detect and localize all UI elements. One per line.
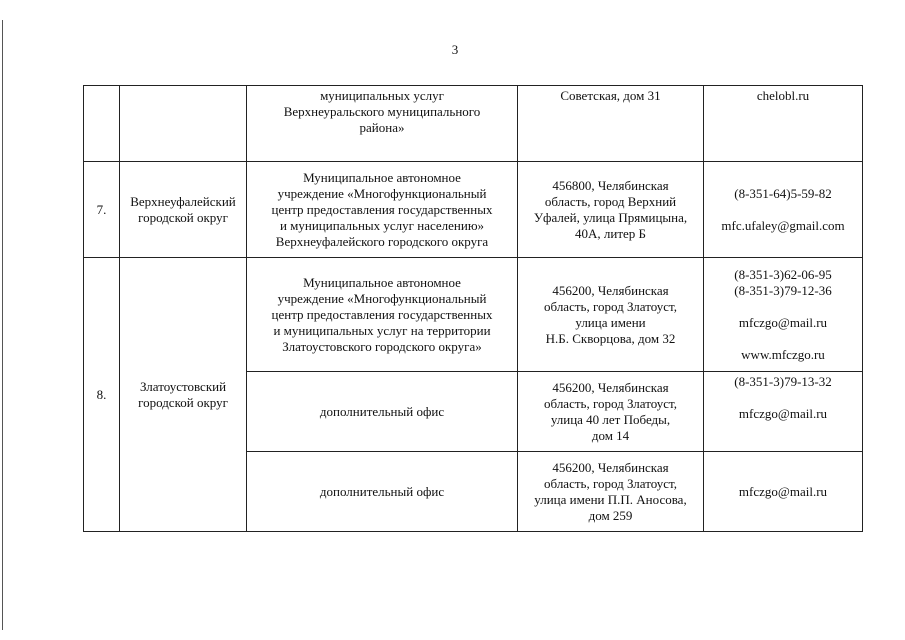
address-line: 456200, Челябинская [552, 459, 669, 475]
address-line: улица имени [575, 314, 646, 330]
address-line: дом 14 [591, 427, 630, 443]
address-cell [518, 452, 704, 532]
organization-line: и муниципальных услуг на территории [273, 322, 491, 338]
organization-cell [247, 162, 518, 258]
website-text: www.mfczgo.ru [741, 346, 825, 362]
table-row [84, 86, 863, 162]
contacts-cell [704, 372, 863, 452]
organization-line: дополнительный офис [319, 483, 445, 499]
organization-line: Верхнеуфалейского городского округа [275, 233, 489, 249]
address-cell [518, 86, 704, 162]
phone-text: (8-351-3)62-06-95 [734, 266, 832, 282]
district-line: Златоустовский [139, 378, 227, 394]
address-line: область, город Златоуст, [544, 395, 677, 411]
address-line: Уфалей, улица Прямицына, [533, 209, 688, 225]
address-line: Советская, дом 31 [560, 88, 661, 103]
address-line: дом 259 [588, 507, 633, 523]
phone-text: (8-351-3)79-12-36 [734, 282, 832, 298]
organization-cell [247, 372, 518, 452]
address-line: 456200, Челябинская [552, 379, 669, 395]
organization-line: Верхнеуральского муниципального [283, 104, 481, 119]
organization-line: и муниципальных услуг населению» [279, 217, 485, 233]
organization-line: муниципальных услуг [320, 88, 444, 103]
mfc-table [83, 85, 863, 532]
organization-line: центр предоставления государственных [271, 201, 493, 217]
address-line: улица 40 лет Победы, [550, 411, 671, 427]
website-text: chelobl.ru [756, 88, 810, 103]
address-line: 456200, Челябинская [552, 282, 669, 298]
address-cell [518, 162, 704, 258]
contacts-cell [704, 452, 863, 532]
email-text: mfczgo@mail.ru [738, 406, 828, 421]
page-number: 3 [451, 42, 459, 57]
district-line: Верхнеуфалейский [130, 193, 236, 209]
contacts-cell [704, 162, 863, 258]
phone-text: (8-351-64)5-59-82 [734, 185, 832, 201]
district-cell [120, 258, 247, 532]
organization-cell [247, 258, 518, 372]
district-line: городской округ [138, 394, 228, 410]
organization-line: района» [359, 120, 405, 135]
email-text: mfczgo@mail.ru [738, 314, 828, 330]
address-line: область, город Златоуст, [544, 298, 677, 314]
organization-line: учреждение «Многофункциональный [277, 290, 487, 306]
address-cell [518, 372, 704, 452]
scan-edge-line [2, 20, 3, 630]
email-text: mfczgo@mail.ru [738, 483, 828, 499]
district-line: городской округ [138, 209, 228, 225]
address-line: область, город Златоуст, [544, 475, 677, 491]
organization-cell [247, 86, 518, 162]
address-line: 40А, литер Б [575, 225, 646, 241]
table-row [84, 162, 863, 258]
contacts-cell [704, 258, 863, 372]
address-line: область, город Верхний [544, 193, 677, 209]
contacts-cell [704, 86, 863, 162]
email-text: mfc.ufaley@gmail.com [721, 217, 845, 233]
phone-text: (8-351-3)79-13-32 [734, 374, 832, 389]
row-number-cell [84, 86, 120, 162]
organization-line: центр предоставления государственных [271, 306, 493, 322]
address-line: 456800, Челябинская [552, 177, 669, 193]
row-number-cell: 8. [84, 258, 120, 532]
organization-line: учреждение «Многофункциональный [277, 185, 487, 201]
organization-line: Златоустовского городского округа» [282, 338, 482, 354]
table-row [84, 258, 863, 372]
address-line: Н.Б. Скворцова, дом 32 [545, 330, 676, 346]
organization-line: Муниципальное автономное [303, 169, 461, 185]
address-line: улица имени П.П. Аносова, [534, 491, 687, 507]
organization-cell [247, 452, 518, 532]
address-cell [518, 258, 704, 372]
district-cell [120, 162, 247, 258]
row-number-cell: 7. [84, 162, 120, 258]
organization-line: дополнительный офис [319, 403, 445, 419]
organization-line: Муниципальное автономное [303, 274, 461, 290]
district-cell [120, 86, 247, 162]
